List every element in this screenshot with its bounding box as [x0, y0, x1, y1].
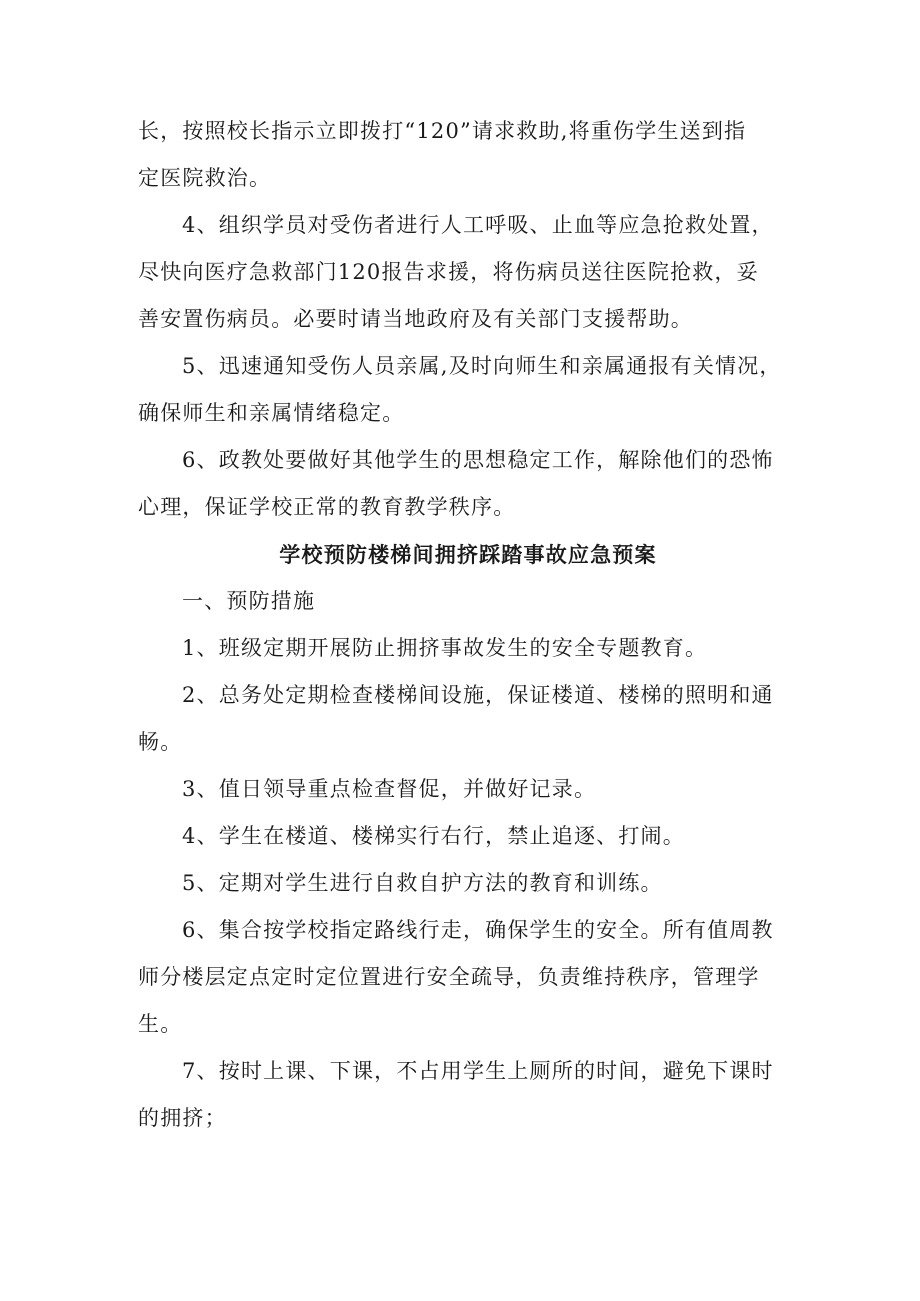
paragraph-measure-4 — [138, 813, 798, 860]
paragraph-item-6-stability — [138, 437, 798, 531]
text-line: 7、按时上课、下课，不占用学生上厕所的时间，避免下课时 — [182, 1059, 774, 1083]
text-line: 2、总务处定期检查楼梯间设施，保证楼道、楼梯的照明和通 — [182, 683, 774, 707]
text-line: 心理，保证学校正常的教育教学秩序。 — [138, 495, 516, 519]
paragraph-measure-3 — [138, 766, 798, 813]
text-line: 师分楼层定点定时定位置进行安全疏导，负责维持秩序，管理学 — [138, 965, 760, 989]
text-line: 尽快向医疗急救部门120报告求援，将伤病员送往医院抢救，妥 — [138, 260, 759, 284]
text-line: 的拥挤； — [138, 1106, 227, 1130]
title-text: 学校预防楼梯间拥挤踩踏事故应急预案 — [279, 542, 657, 567]
text-line: 长，按照校长指示立即拨打“120”请求救助,将重伤学生送到指 — [138, 119, 747, 143]
text-line: 4、组织学员对受伤者进行人工呼吸、止血等应急抢救处置， — [182, 213, 774, 237]
paragraph-measure-6 — [138, 907, 798, 1048]
text-line: 1、班级定期开展防止拥挤事故发生的安全专题教育。 — [182, 636, 708, 660]
text-line: 生。 — [138, 1012, 183, 1036]
text-line: 畅。 — [138, 730, 183, 754]
text-line: 善安置伤病员。必要时请当地政府及有关部门支援帮助。 — [138, 307, 693, 331]
section-heading-prevention — [138, 578, 798, 625]
text-line: 5、定期对学生进行自救自护方法的教育和训练。 — [182, 871, 663, 895]
paragraph-measure-7 — [138, 1048, 798, 1142]
text-line: 一、预防措施 — [182, 589, 316, 613]
text-line: 4、学生在楼道、楼梯实行右行，禁止追逐、打闹。 — [182, 824, 685, 848]
text-line: 6、政教处要做好其他学生的思想稳定工作，解除他们的恐怖 — [182, 448, 774, 472]
section-title — [138, 531, 798, 578]
text-line: 6、集合按学校指定路线行走，确保学生的安全。所有值周教 — [182, 918, 774, 942]
document-body — [138, 108, 798, 1142]
text-line: 3、值日领导重点检查督促，并做好记录。 — [182, 777, 597, 801]
text-line: 定医院救治。 — [138, 166, 272, 190]
text-line: 5、迅速通知受伤人员亲属,及时向师生和亲属通报有关情况， — [182, 354, 782, 378]
paragraph-continuation — [138, 108, 798, 202]
paragraph-measure-5 — [138, 860, 798, 907]
paragraph-item-5-notify-family — [138, 343, 798, 437]
paragraph-measure-2 — [138, 672, 798, 766]
paragraph-measure-1 — [138, 625, 798, 672]
paragraph-item-4-first-aid — [138, 202, 798, 343]
text-line: 确保师生和亲属情绪稳定。 — [138, 401, 405, 425]
